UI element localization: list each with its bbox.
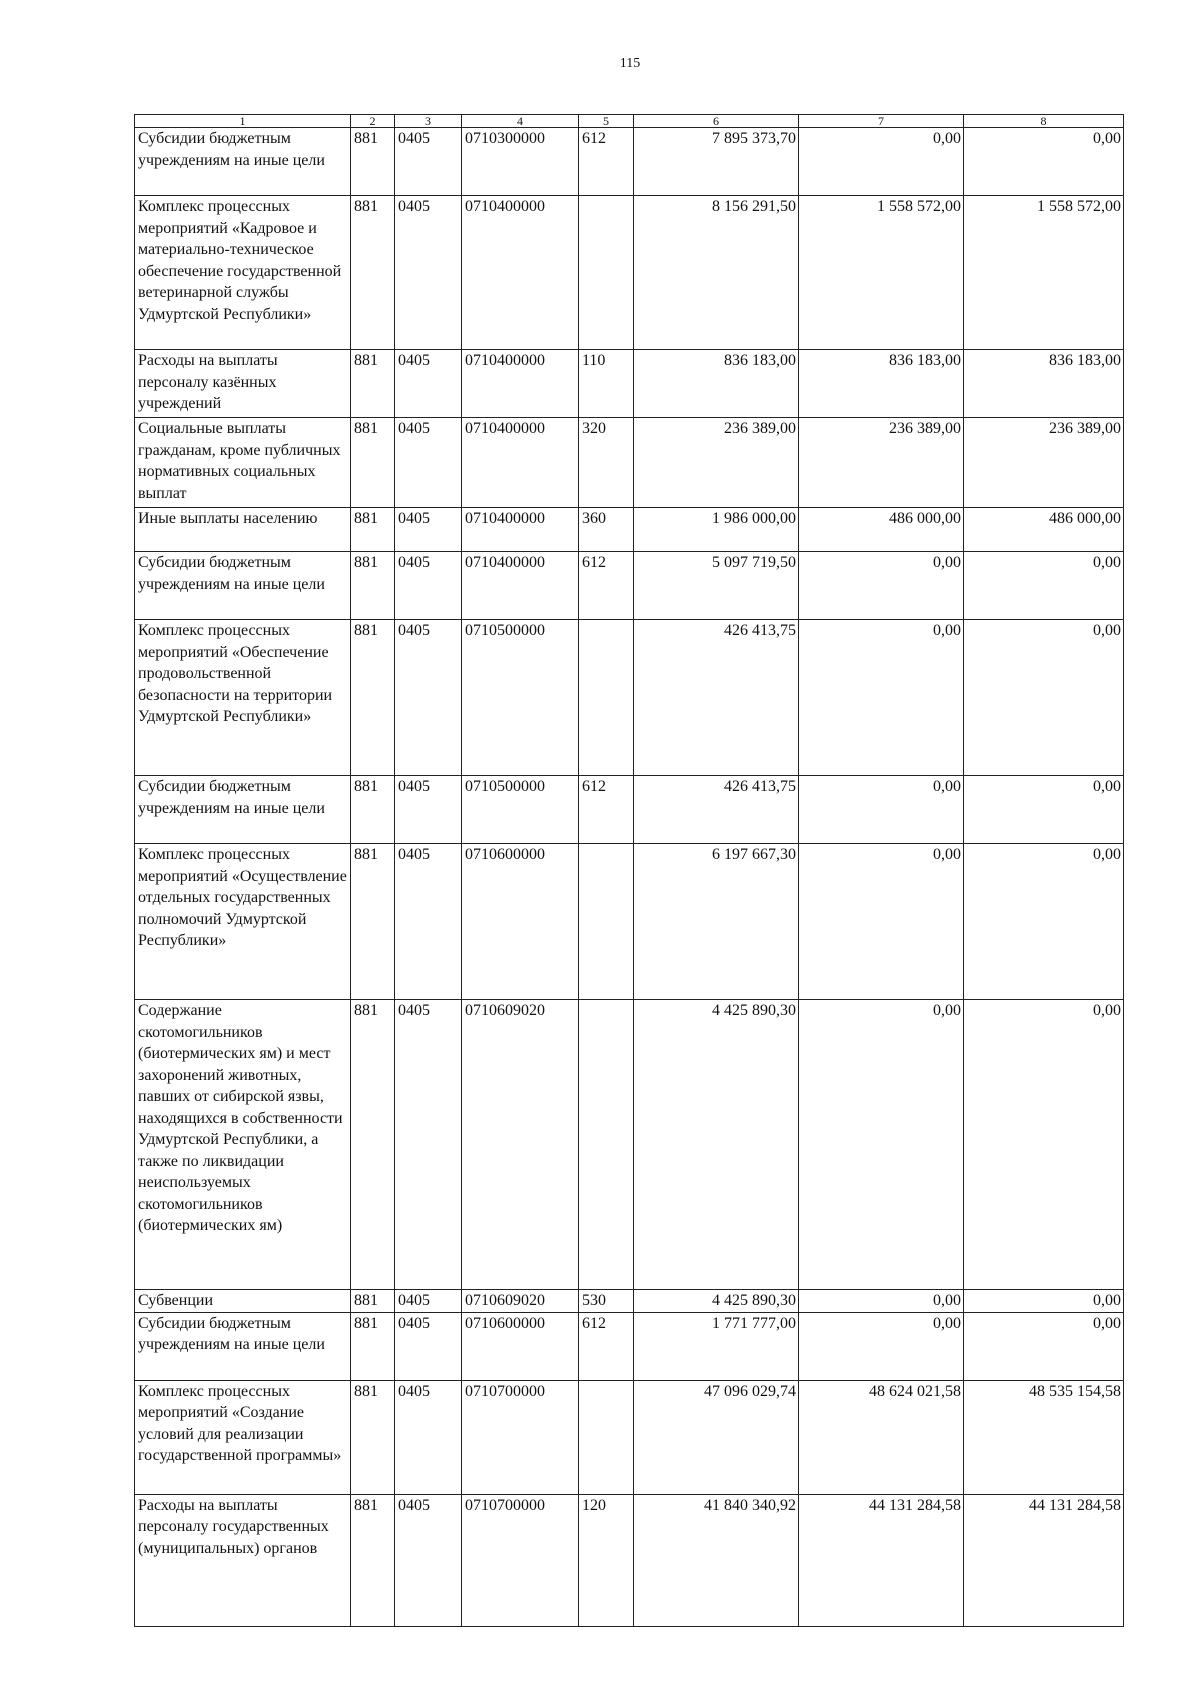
column-number-cell: 8	[964, 115, 1124, 128]
column-number-cell: 1	[135, 115, 351, 128]
row-name-cell: Социальные выплаты гражданам, кроме публичных нормативных социальных выплат	[135, 418, 351, 508]
row-code-cell: 881	[351, 196, 395, 350]
row-name-cell: Субвенции	[135, 1290, 351, 1313]
row-code-cell: 881	[351, 1290, 395, 1313]
row-code-cell: 881	[351, 1000, 395, 1290]
row-section-cell: 0405	[395, 552, 462, 620]
row-amount-col8-cell: 48 535 154,58	[964, 1380, 1124, 1494]
row-section-cell: 0405	[395, 1000, 462, 1290]
row-code-cell: 881	[351, 620, 395, 776]
column-number-cell: 6	[634, 115, 799, 128]
row-target-article-cell: 0710400000	[462, 350, 579, 418]
row-target-article-cell: 0710400000	[462, 418, 579, 508]
row-amount-col8-cell: 0,00	[964, 1312, 1124, 1380]
table-row	[135, 1380, 1124, 1494]
column-number-cell: 2	[351, 115, 395, 128]
row-amount-col6-cell: 4 425 890,30	[634, 1290, 799, 1313]
row-expense-type-cell: 120	[579, 1494, 634, 1626]
row-code-cell: 881	[351, 776, 395, 844]
row-section-cell: 0405	[395, 508, 462, 552]
row-target-article-cell: 0710609020	[462, 1000, 579, 1290]
column-number-cell: 7	[799, 115, 964, 128]
row-expense-type-cell: 612	[579, 128, 634, 196]
column-number-cell: 3	[395, 115, 462, 128]
row-code-cell: 881	[351, 128, 395, 196]
row-section-cell: 0405	[395, 128, 462, 196]
row-expense-type-cell: 530	[579, 1290, 634, 1313]
row-expense-type-cell: 612	[579, 1312, 634, 1380]
table-row	[135, 1290, 1124, 1313]
row-amount-col7-cell: 44 131 284,58	[799, 1494, 964, 1626]
row-amount-col7-cell: 1 558 572,00	[799, 196, 964, 350]
row-section-cell: 0405	[395, 196, 462, 350]
row-amount-col8-cell: 236 389,00	[964, 418, 1124, 508]
row-section-cell: 0405	[395, 350, 462, 418]
row-amount-col7-cell: 0,00	[799, 552, 964, 620]
table-row	[135, 1312, 1124, 1380]
row-name-cell: Комплекс процессных мероприятий «Создание условий для реализации государственной программы»	[135, 1380, 351, 1494]
row-amount-col7-cell: 0,00	[799, 1000, 964, 1290]
row-amount-col7-cell: 836 183,00	[799, 350, 964, 418]
table-row	[135, 620, 1124, 776]
row-target-article-cell: 0710400000	[462, 508, 579, 552]
row-section-cell: 0405	[395, 620, 462, 776]
row-section-cell: 0405	[395, 1290, 462, 1313]
row-amount-col6-cell: 7 895 373,70	[634, 128, 799, 196]
row-code-cell: 881	[351, 418, 395, 508]
row-amount-col6-cell: 426 413,75	[634, 776, 799, 844]
row-name-cell: Субсидии бюджетным учреждениям на иные цели	[135, 128, 351, 196]
row-target-article-cell: 0710500000	[462, 776, 579, 844]
table-row	[135, 508, 1124, 552]
row-name-cell: Содержание скотомогильников (биотермических ям) и мест захоронений животных, павших от сибирской язвы, находящихся в собственности Удмуртской Республики, а также по ликвидации неиспользуемых скотомогильников (биотермических ям)	[135, 1000, 351, 1290]
row-amount-col8-cell: 836 183,00	[964, 350, 1124, 418]
row-code-cell: 881	[351, 350, 395, 418]
row-amount-col7-cell: 48 624 021,58	[799, 1380, 964, 1494]
row-code-cell: 881	[351, 508, 395, 552]
row-section-cell: 0405	[395, 844, 462, 1000]
row-target-article-cell: 0710700000	[462, 1380, 579, 1494]
row-target-article-cell: 0710300000	[462, 128, 579, 196]
table-row	[135, 1494, 1124, 1626]
row-expense-type-cell: 320	[579, 418, 634, 508]
row-name-cell: Комплекс процессных мероприятий «Кадровое и материально-техническое обеспечение государственной ветеринарной службы Удмуртской Республики»	[135, 196, 351, 350]
row-amount-col6-cell: 6 197 667,30	[634, 844, 799, 1000]
row-target-article-cell: 0710400000	[462, 552, 579, 620]
row-expense-type-cell: 110	[579, 350, 634, 418]
row-expense-type-cell: 612	[579, 776, 634, 844]
row-amount-col7-cell: 236 389,00	[799, 418, 964, 508]
row-code-cell: 881	[351, 1494, 395, 1626]
row-amount-col8-cell: 44 131 284,58	[964, 1494, 1124, 1626]
row-amount-col8-cell: 486 000,00	[964, 508, 1124, 552]
table-row	[135, 350, 1124, 418]
row-amount-col7-cell: 0,00	[799, 844, 964, 1000]
row-amount-col6-cell: 41 840 340,92	[634, 1494, 799, 1626]
row-amount-col6-cell: 4 425 890,30	[634, 1000, 799, 1290]
row-amount-col7-cell: 0,00	[799, 128, 964, 196]
row-expense-type-cell: 612	[579, 552, 634, 620]
row-expense-type-cell	[579, 844, 634, 1000]
row-name-cell: Комплекс процессных мероприятий «Обеспечение продовольственной безопасности на территории Удмуртской Республики»	[135, 620, 351, 776]
row-amount-col8-cell: 0,00	[964, 1000, 1124, 1290]
table-row	[135, 776, 1124, 844]
row-target-article-cell: 0710609020	[462, 1290, 579, 1313]
table-row	[135, 552, 1124, 620]
row-target-article-cell: 0710500000	[462, 620, 579, 776]
row-amount-col8-cell: 0,00	[964, 620, 1124, 776]
row-name-cell: Субсидии бюджетным учреждениям на иные цели	[135, 776, 351, 844]
row-amount-col7-cell: 0,00	[799, 776, 964, 844]
table-row	[135, 844, 1124, 1000]
row-amount-col7-cell: 486 000,00	[799, 508, 964, 552]
row-amount-col8-cell: 0,00	[964, 776, 1124, 844]
table-row	[135, 418, 1124, 508]
row-name-cell: Расходы на выплаты персоналу казённых учреждений	[135, 350, 351, 418]
row-amount-col8-cell: 0,00	[964, 1290, 1124, 1313]
row-section-cell: 0405	[395, 1380, 462, 1494]
row-target-article-cell: 0710600000	[462, 1312, 579, 1380]
row-amount-col7-cell: 0,00	[799, 1290, 964, 1313]
row-expense-type-cell	[579, 620, 634, 776]
row-name-cell: Субсидии бюджетным учреждениям на иные цели	[135, 1312, 351, 1380]
row-amount-col8-cell: 1 558 572,00	[964, 196, 1124, 350]
row-name-cell: Комплекс процессных мероприятий «Осуществление отдельных государственных полномочий Удмуртской Республики»	[135, 844, 351, 1000]
page-number: 115	[619, 56, 641, 71]
row-amount-col8-cell: 0,00	[964, 844, 1124, 1000]
row-expense-type-cell	[579, 196, 634, 350]
table-row	[135, 1000, 1124, 1290]
row-amount-col6-cell: 1 986 000,00	[634, 508, 799, 552]
row-amount-col6-cell: 47 096 029,74	[634, 1380, 799, 1494]
row-amount-col6-cell: 5 097 719,50	[634, 552, 799, 620]
row-amount-col6-cell: 836 183,00	[634, 350, 799, 418]
row-amount-col6-cell: 1 771 777,00	[634, 1312, 799, 1380]
row-amount-col7-cell: 0,00	[799, 620, 964, 776]
column-number-cell: 5	[579, 115, 634, 128]
row-amount-col8-cell: 0,00	[964, 128, 1124, 196]
row-target-article-cell: 0710400000	[462, 196, 579, 350]
row-amount-col6-cell: 426 413,75	[634, 620, 799, 776]
table-row	[135, 128, 1124, 196]
row-code-cell: 881	[351, 844, 395, 1000]
row-expense-type-cell: 360	[579, 508, 634, 552]
row-section-cell: 0405	[395, 418, 462, 508]
row-amount-col8-cell: 0,00	[964, 552, 1124, 620]
column-number-cell: 4	[462, 115, 579, 128]
row-code-cell: 881	[351, 1380, 395, 1494]
row-section-cell: 0405	[395, 1312, 462, 1380]
row-name-cell: Иные выплаты населению	[135, 508, 351, 552]
row-target-article-cell: 0710700000	[462, 1494, 579, 1626]
row-section-cell: 0405	[395, 776, 462, 844]
row-section-cell: 0405	[395, 1494, 462, 1626]
row-expense-type-cell	[579, 1380, 634, 1494]
budget-table	[134, 114, 1124, 1627]
row-target-article-cell: 0710600000	[462, 844, 579, 1000]
column-number-row	[135, 115, 1124, 128]
row-code-cell: 881	[351, 552, 395, 620]
table-row	[135, 196, 1124, 350]
row-amount-col6-cell: 236 389,00	[634, 418, 799, 508]
row-name-cell: Расходы на выплаты персоналу государственных (муниципальных) органов	[135, 1494, 351, 1626]
row-amount-col6-cell: 8 156 291,50	[634, 196, 799, 350]
row-name-cell: Субсидии бюджетным учреждениям на иные цели	[135, 552, 351, 620]
row-expense-type-cell	[579, 1000, 634, 1290]
row-code-cell: 881	[351, 1312, 395, 1380]
row-amount-col7-cell: 0,00	[799, 1312, 964, 1380]
